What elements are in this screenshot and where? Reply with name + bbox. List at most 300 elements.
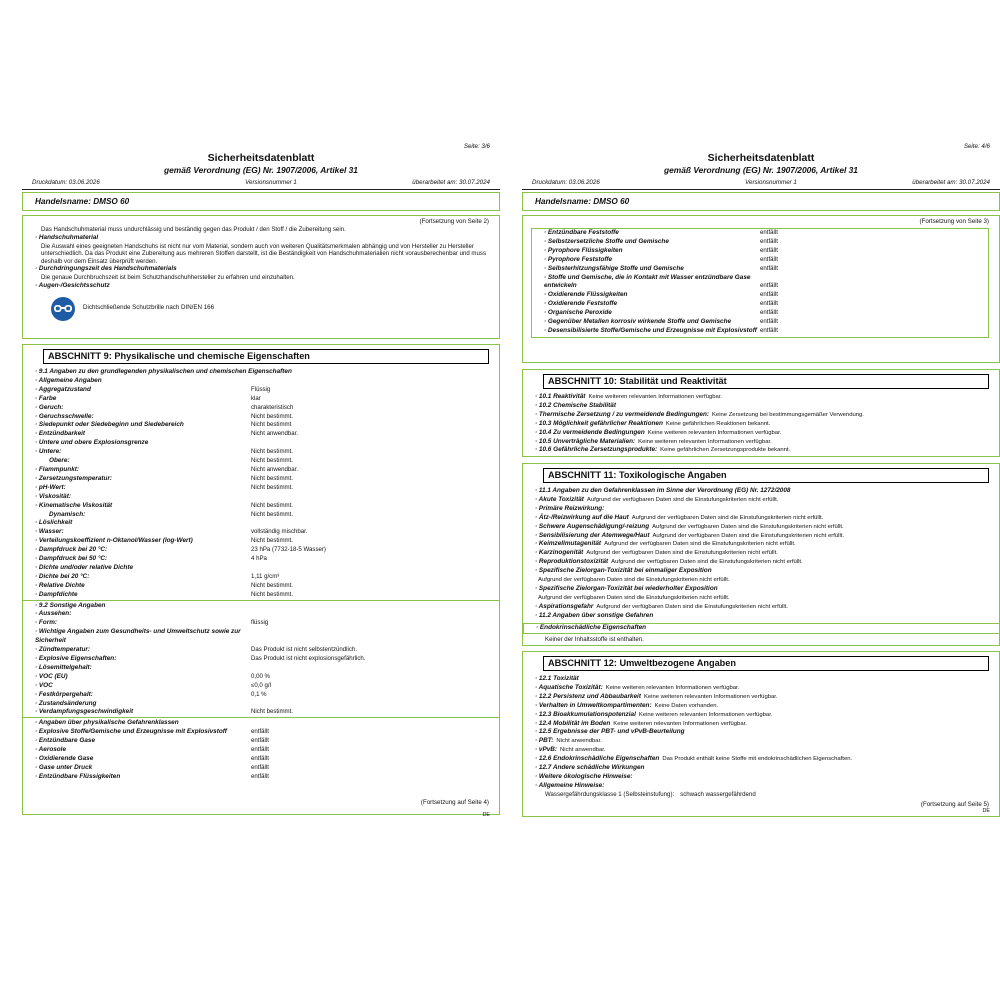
property-label: · 12.6 Endokrinschädliche Eigenschaften	[535, 755, 660, 763]
property-label: · Verteilungskoeffizient n-Oktanol/Wasser (log-Wert)	[35, 537, 193, 545]
property-value: Nicht bestimmt.	[251, 581, 293, 589]
property-label: · Dampfdichte	[35, 590, 78, 598]
property-row	[23, 502, 499, 511]
version: Versionsnummer 1	[245, 179, 297, 186]
property-label: · Aquatische Toxizität:	[535, 683, 603, 691]
property-label: · Dampfdruck bei 50 °C:	[35, 555, 108, 563]
property-label: · Festkörpergehalt:	[35, 690, 93, 698]
property-value	[718, 585, 721, 594]
property-label: · Explosive Eigenschaften:	[35, 655, 117, 662]
property-row	[523, 773, 999, 782]
property-row	[523, 540, 999, 549]
property-value: entfällt	[760, 300, 778, 308]
property-value: entfällt	[760, 318, 778, 326]
property-row	[23, 466, 499, 475]
property-row	[23, 708, 499, 717]
property-label: · Oxidierende Flüssigkeiten	[544, 291, 628, 299]
property-label: · Untere und obere Explosionsgrenze	[35, 439, 149, 447]
property-row	[23, 773, 499, 782]
property-value	[712, 567, 715, 576]
property-row	[23, 737, 499, 746]
property-value	[633, 773, 636, 782]
property-value: Keine weiteren relevanten Informationen verfügbar.	[613, 720, 747, 727]
property-label: · Entzündbare Feststoffe	[544, 229, 619, 236]
property-row	[23, 655, 499, 664]
property-value: Nicht bestimmt.	[251, 412, 293, 420]
continued-to: (Fortsetzung auf Seite 5)	[920, 801, 989, 809]
property-label: · Zersetzungstemperatur:	[35, 474, 113, 482]
property-row	[23, 537, 499, 546]
property-row	[23, 682, 499, 691]
property-row	[523, 487, 999, 496]
property-value: entfällt	[251, 754, 269, 762]
property-label: · Selbstzersetzliche Stoffe und Gemische	[544, 237, 669, 245]
subheading: · 9.2 Sonstige Angaben	[35, 601, 106, 609]
print-date: Druckdatum: 03.06.2026	[32, 179, 100, 186]
property-row	[532, 256, 988, 265]
heading: · Handschuhmaterial	[35, 233, 99, 241]
property-label: · Flammpunkt:	[35, 465, 80, 473]
property-label: · Primäre Reizwirkung:	[535, 504, 605, 512]
property-row	[23, 484, 499, 493]
property-row	[23, 619, 499, 628]
continued-to: (Fortsetzung auf Seite 4)	[420, 799, 489, 807]
property-row	[523, 675, 999, 684]
property-value	[579, 675, 582, 684]
continued-from: (Fortsetzung von Seite 3)	[919, 218, 989, 225]
property-label: · Angaben über physikalische Gefahrenklassen	[35, 719, 179, 727]
property-label: · 12.7 Andere schädliche Wirkungen	[535, 764, 645, 772]
property-value: Keine weiteren relevanten Informationen verfügbar.	[605, 684, 740, 691]
heading: · Augen-/Gesichtsschutz	[35, 281, 110, 289]
property-value: entfällt	[760, 326, 778, 334]
property-row	[532, 318, 988, 327]
property-label: · Wasser:	[35, 528, 64, 536]
continued-from: (Fortsetzung von Seite 2)	[419, 218, 489, 225]
property-row	[523, 558, 999, 567]
property-row	[523, 496, 999, 505]
footer-code: DE	[482, 812, 490, 818]
property-row	[23, 519, 499, 528]
property-value: Nicht bestimmt.	[251, 474, 293, 482]
property-label: · Dichte bei 20 °C:	[35, 572, 90, 580]
property-value	[653, 612, 656, 621]
property-value: entfällt	[760, 255, 778, 263]
document-title: Sicherheitsdatenblatt	[207, 152, 315, 164]
property-value: Aufgrund der verfügbaren Daten sind die Einstufungskriterien nicht erfüllt.	[652, 523, 844, 530]
property-row	[532, 300, 988, 309]
version: Versionsnummer 1	[745, 179, 797, 186]
property-label: · Zündtemperatur:	[35, 646, 91, 654]
property-label: · Aggregatzustand	[35, 385, 91, 393]
property-row	[532, 265, 988, 274]
property-row	[23, 564, 499, 573]
property-label: · Entzündbarkeit	[35, 430, 86, 438]
property-row	[23, 377, 499, 386]
property-value: Keine weiteren relevanten Informationen verfügbar.	[638, 711, 773, 718]
property-row	[23, 610, 499, 619]
header-rule	[522, 189, 1000, 190]
property-value: Aufgrund der verfügbaren Daten sind die Einstufungskriterien nicht erfüllt.	[538, 594, 730, 601]
endocrine-heading: · Endokrinschädliche Eigenschaften	[536, 623, 647, 631]
property-row	[23, 700, 499, 709]
property-row	[23, 755, 499, 764]
property-label: · Siedepunkt oder Siedebeginn und Siedebereich	[35, 421, 184, 429]
property-row	[23, 457, 499, 466]
property-value: Aufgrund der verfügbaren Daten sind die Einstufungskriterien nicht erfüllt.	[586, 550, 778, 557]
property-label: · 10.5 Unverträgliche Materialien:	[535, 437, 636, 445]
page-number: Seite: 4/6	[963, 143, 990, 150]
property-value: Flüssig	[251, 385, 271, 393]
property-value: entfällt	[251, 728, 269, 736]
property-value: Nicht bestimmt.	[251, 537, 293, 545]
section-10-heading: ABSCHNITT 10: Stabilität und Reaktivität	[543, 374, 989, 389]
property-row	[23, 386, 499, 395]
property-row	[23, 413, 499, 422]
section-12-heading: ABSCHNITT 12: Umweltbezogene Angaben	[543, 656, 989, 671]
property-value: Nicht bestimmt.	[251, 501, 293, 509]
property-value	[790, 487, 793, 496]
property-row	[23, 404, 499, 413]
property-value: 23 hPa (7732-18-5 Wasser)	[251, 546, 326, 554]
property-row	[23, 664, 499, 673]
property-row	[532, 247, 988, 256]
property-row	[532, 291, 988, 300]
property-row	[523, 576, 999, 585]
property-label: · Zustandsänderung	[35, 699, 97, 707]
property-value: 0,1 %	[251, 690, 267, 698]
property-label: · Farbe	[35, 394, 57, 402]
property-value: entfällt	[251, 746, 269, 754]
property-label: · PBT:	[535, 737, 554, 745]
property-row	[23, 673, 499, 682]
property-row	[523, 603, 999, 612]
property-value	[604, 782, 607, 791]
glove-text: Die Auswahl eines geeigneten Handschuhs ist nicht nur vom Material, sondern auch von weiteren Qualitätsmerkmalen abhängig und von Hersteller zu Hersteller unterschiedlich. Da das Produkt eine Zubereitung aus mehreren Stoffen darstellt, ist die Beständigkeit von Handschuhmaterialien nicht vorausberechenbar und muss deshalb vor dem Einsatz überprüft werden.	[41, 242, 486, 265]
property-row	[23, 493, 499, 502]
property-label: · Sensibilisierung der Atemwege/Haut	[535, 531, 650, 539]
property-row	[23, 395, 499, 404]
property-label: Dynamisch:	[49, 510, 86, 518]
property-value: Aufgrund der verfügbaren Daten sind die Einstufungskriterien nicht erfüllt.	[586, 496, 779, 503]
property-value: Nicht bestimmt.	[251, 457, 293, 465]
property-value: 4 hPa	[251, 555, 267, 563]
property-row	[23, 528, 499, 537]
document-subtitle: gemäß Verordnung (EG) Nr. 1907/2006, Artikel 31	[164, 165, 358, 175]
revised-date: überarbeitet am: 30.07.2024	[912, 179, 990, 186]
heading: · Durchdringungszeit des Handschuhmaterials	[35, 265, 177, 273]
property-label: · Akute Toxizität	[535, 495, 584, 503]
property-value: entfällt	[760, 229, 778, 236]
property-label: · Verdampfungsgeschwindigkeit	[35, 708, 134, 716]
property-value: Nicht bestimmt.	[251, 590, 293, 598]
property-row	[523, 585, 999, 594]
property-row	[523, 702, 999, 711]
document-title: Sicherheitsdatenblatt	[707, 152, 815, 164]
hazard-class-list	[23, 719, 499, 781]
property-row	[523, 523, 999, 532]
property-value: Nicht anwendbar.	[560, 747, 606, 754]
property-value: Aufgrund der verfügbaren Daten sind die Einstufungskriterien nicht erfüllt.	[652, 532, 845, 539]
property-row	[532, 229, 988, 238]
property-row	[23, 628, 499, 646]
property-row	[523, 737, 999, 746]
property-label: · 10.2 Chemische Stabilität	[535, 401, 616, 409]
property-row	[523, 402, 999, 411]
wgk-label: Wassergefährdungsklasse 1 (Selbsteinstufung):	[545, 790, 675, 798]
property-label: · Stoffe und Gemische, die in Kontakt mit Wasser entzündbare Gase entwickeln	[544, 273, 751, 290]
property-row	[523, 505, 999, 514]
property-value: Keine gefährlichen Zersetzungsprodukte bekannt.	[660, 447, 791, 454]
ecology-list	[523, 675, 999, 791]
property-row	[523, 446, 999, 455]
property-value	[616, 402, 619, 411]
property-label: · Aussehen:	[35, 610, 72, 618]
property-row	[23, 448, 499, 457]
property-value: ≤0,0 g/l	[251, 681, 271, 689]
property-row	[523, 612, 999, 621]
section-11-box	[522, 463, 1000, 646]
property-label: · Untere:	[35, 448, 62, 456]
property-label: · Dampfdruck bei 20 °C:	[35, 546, 108, 554]
property-value: entfällt	[251, 763, 269, 771]
property-label: · Form:	[35, 619, 58, 627]
footer-code: DE	[982, 808, 990, 814]
property-row	[523, 549, 999, 558]
property-row	[532, 238, 988, 247]
property-row	[523, 420, 999, 429]
property-label: · Relative Dichte	[35, 581, 85, 589]
section-11-heading: ABSCHNITT 11: Toxikologische Angaben	[543, 468, 989, 483]
property-row	[23, 582, 499, 591]
property-row	[523, 693, 999, 702]
property-label: · Entzündbare Gase	[35, 737, 96, 745]
property-row	[23, 439, 499, 448]
property-label: · Explosive Stoffe/Gemische und Erzeugnisse mit Explosivstoff	[35, 728, 227, 736]
property-value: Aufgrund der verfügbaren Daten sind die Einstufungskriterien nicht erfüllt.	[604, 541, 796, 548]
property-label: · vPvB:	[535, 746, 558, 754]
document-subtitle: gemäß Verordnung (EG) Nr. 1907/2006, Artikel 31	[664, 165, 858, 175]
property-row	[23, 573, 499, 582]
property-label: · Selbsterhitzungsfähige Stoffe und Gemische	[544, 264, 684, 272]
property-row	[523, 782, 999, 791]
property-row	[532, 274, 988, 292]
property-value: Keine weiteren relevanten Informationen verfügbar.	[638, 438, 772, 445]
property-label: · Gase unter Druck	[35, 763, 93, 771]
property-label: · Allgemeine Angaben	[35, 376, 102, 384]
property-row	[23, 555, 499, 564]
wgk-value: schwach wassergefährdend	[680, 790, 756, 798]
property-label: · Schwere Augenschädigung/-reizung	[535, 522, 650, 530]
property-value: Nicht bestimmt.	[251, 708, 293, 716]
property-row	[523, 514, 999, 523]
property-value: entfällt	[760, 282, 778, 290]
property-label: · Ätz-/Reizwirkung auf die Haut	[535, 513, 629, 521]
meta-line	[32, 179, 490, 187]
property-value: Das Produkt ist nicht explosionsgefährlich.	[251, 655, 366, 662]
property-value: Das Produkt enthält keine Stoffe mit endokrinschädlichen Eigenschaften.	[662, 756, 853, 763]
property-value	[685, 728, 688, 737]
property-row	[523, 684, 999, 693]
property-row	[23, 475, 499, 484]
property-row	[523, 728, 999, 737]
property-label: · Dichte und/oder relative Dichte	[35, 563, 134, 571]
property-value: Keine Daten vorhanden.	[654, 702, 719, 709]
property-value: 1,11 g/cm³	[251, 572, 280, 580]
property-label: · Keimzellmutagenität	[535, 540, 602, 548]
property-label: · Oxidierende Gase	[35, 754, 94, 762]
property-value: Keine gefährlichen Reaktionen bekannt.	[665, 420, 771, 427]
section-9-heading: ABSCHNITT 9: Physikalische und chemische Eigenschaften	[43, 349, 489, 364]
ppe-box	[22, 215, 500, 339]
property-row	[523, 594, 999, 603]
property-label: · Viskosität:	[35, 492, 71, 500]
property-value: Keine Zersetzung bei bestimmungsgemäßer Verwendung.	[712, 411, 864, 418]
property-label: · Organische Peroxide	[544, 309, 612, 317]
property-row	[523, 755, 999, 764]
property-label: · Pyrophore Flüssigkeiten	[544, 246, 623, 254]
property-label: · 12.1 Toxizität	[535, 675, 579, 682]
property-label: · VOC (EU)	[35, 672, 68, 680]
property-value: Aufgrund der verfügbaren Daten sind die Einstufungskriterien nicht erfüllt.	[631, 514, 824, 521]
property-row	[23, 421, 499, 430]
property-label: · 10.1 Reaktivität	[535, 393, 586, 400]
property-label: · Geruchsschwelle:	[35, 412, 94, 420]
property-value: Das Produkt ist nicht selbstentzündlich.	[251, 646, 358, 654]
property-value: entfällt	[760, 246, 778, 254]
property-row	[23, 764, 499, 773]
property-value: Aufgrund der verfügbaren Daten sind die Einstufungskriterien nicht erfüllt.	[611, 559, 803, 566]
section-12-box	[522, 651, 1000, 817]
stability-list	[523, 393, 999, 455]
property-label: · Gegenüber Metallen korrosiv wirkende Stoffe und Gemische	[544, 318, 732, 326]
property-label: · 12.4 Mobilität im Boden	[535, 719, 611, 727]
property-label: · Desensibilisierte Stoffe/Gemische und Erzeugnisse mit Explosivstoff	[544, 326, 757, 334]
property-value: Nicht anwendbar.	[251, 430, 299, 438]
property-value: entfällt	[760, 291, 778, 299]
property-row	[23, 746, 499, 755]
property-row	[523, 532, 999, 541]
property-label: · Löslichkeit	[35, 519, 73, 527]
property-value: flüssig	[251, 619, 269, 627]
other-properties-list	[23, 610, 499, 717]
hazard-class-list	[532, 229, 988, 336]
property-label: · 10.3 Möglichkeit gefährlicher Reaktionen	[535, 419, 663, 427]
property-label: · 12.2 Persistenz und Abbaubarkeit	[535, 692, 641, 700]
section-9-box	[22, 344, 500, 815]
property-label: · Oxidierende Feststoffe	[544, 300, 618, 308]
property-value: Nicht anwendbar.	[556, 738, 602, 745]
property-row	[23, 591, 499, 600]
property-value: entfällt	[251, 772, 269, 780]
property-value: Nicht anwendbar.	[251, 465, 299, 473]
property-value: klar	[251, 394, 261, 402]
property-value: Nicht bestimmt.	[251, 510, 293, 518]
property-row	[23, 511, 499, 520]
safety-goggles-icon	[51, 297, 75, 321]
property-value: entfällt	[251, 737, 269, 745]
property-value: entfällt	[760, 264, 778, 272]
property-row	[23, 691, 499, 700]
property-row	[532, 327, 988, 336]
property-label: · Weitere ökologische Hinweise:	[535, 772, 633, 780]
property-value: Nicht bestimmt	[251, 421, 292, 429]
property-label: · 12.3 Bioakkumulationspotenzial	[535, 710, 636, 718]
property-label: · Pyrophore Feststoffe	[544, 255, 613, 263]
breakthrough-text: Die genaue Durchbruchszeit ist beim Schutzhandschuhhersteller zu erfahren und einzuhalten.	[41, 274, 295, 282]
property-row	[523, 711, 999, 720]
property-row	[523, 429, 999, 438]
property-value: Aufgrund der verfügbaren Daten sind die Einstufungskriterien nicht erfüllt.	[596, 603, 788, 610]
property-value: entfällt	[760, 309, 778, 317]
trade-name-box: Handelsname: DMSO 60	[22, 192, 500, 211]
property-value: Keine weiteren relevanten Informationen verfügbar.	[643, 693, 778, 700]
property-label: · 10.6 Gefährliche Zersetzungsprodukte:	[535, 446, 658, 454]
property-value	[604, 505, 607, 514]
property-label: · Reproduktionstoxizität	[535, 558, 609, 566]
hazard-continuation-box	[522, 215, 1000, 363]
property-label: · Wichtige Angaben zum Gesundheits- und Umweltschutz sowie zur Sicherheit	[35, 628, 241, 645]
meta-line	[532, 179, 990, 187]
revised-date: überarbeitet am: 30.07.2024	[412, 179, 490, 186]
property-label: · Aerosole	[35, 746, 67, 754]
property-label: · Geruch:	[35, 403, 64, 411]
endocrine-text: Keiner der Inhaltsstoffe ist enthalten.	[545, 635, 644, 643]
property-row	[523, 393, 999, 402]
property-label: · 11.2 Angaben über sonstige Gefahren	[535, 611, 654, 619]
glove-intro: Das Handschuhmaterial muss undurchlässig und beständig gegen das Produkt / den Stoff / die Zubereitung sein.	[41, 226, 346, 233]
property-value	[644, 764, 647, 773]
property-label: · 12.5 Ergebnisse der PBT- und vPvB-Beurteilung	[535, 728, 685, 736]
property-row	[523, 720, 999, 729]
trade-name-box: Handelsname: DMSO 60	[522, 192, 1000, 211]
property-label: · Thermische Zersetzung / zu vermeidende Bedingungen:	[535, 410, 709, 418]
property-value: Nicht bestimmt.	[251, 448, 293, 456]
property-row	[23, 719, 499, 728]
property-row	[523, 764, 999, 773]
property-row	[523, 438, 999, 447]
property-row	[23, 546, 499, 555]
property-value: Nicht bestimmt.	[251, 483, 293, 491]
property-label: · pH-Wert:	[35, 483, 66, 491]
property-row	[23, 728, 499, 737]
toxicology-list	[523, 487, 999, 621]
property-label: Obere:	[49, 457, 70, 465]
property-list	[23, 377, 499, 600]
property-row	[523, 567, 999, 576]
property-label: · Kinematische Viskosität	[35, 501, 113, 509]
property-label: · Lösemittelgehalt:	[35, 663, 92, 671]
property-label: · Karzinogenität	[535, 549, 584, 557]
property-label: · Verhalten in Umweltkompartimenten:	[535, 701, 652, 709]
property-label: · Aspirationsgefahr	[535, 602, 594, 610]
property-label: · 10.4 Zu vermeidende Bedingungen	[535, 428, 645, 436]
section-10-box	[522, 369, 1000, 457]
header-rule	[22, 189, 500, 190]
property-label: · Allgemeine Hinweise:	[535, 781, 605, 789]
property-row	[532, 309, 988, 318]
property-label: · 11.1 Angaben zu den Gefahrenklassen im Sinne der Verordnung (EG) Nr. 1272/2008	[535, 487, 791, 494]
goggles-text: Dichtschließende Schutzbrille nach DIN/EN 166	[83, 304, 215, 312]
property-value: charakteristisch	[251, 403, 294, 411]
property-value: Keine weiteren relevanten Informationen verfügbar.	[647, 429, 782, 436]
property-row	[23, 430, 499, 439]
property-value: 0,00 %	[251, 672, 270, 680]
property-label: · Spezifische Zielorgan-Toxizität bei wiederholter Exposition	[535, 584, 718, 592]
property-label: · Spezifische Zielorgan-Toxizität bei einmaliger Exposition	[535, 567, 712, 575]
property-value: vollständig mischbar.	[251, 528, 308, 536]
print-date: Druckdatum: 03.06.2026	[532, 179, 600, 186]
